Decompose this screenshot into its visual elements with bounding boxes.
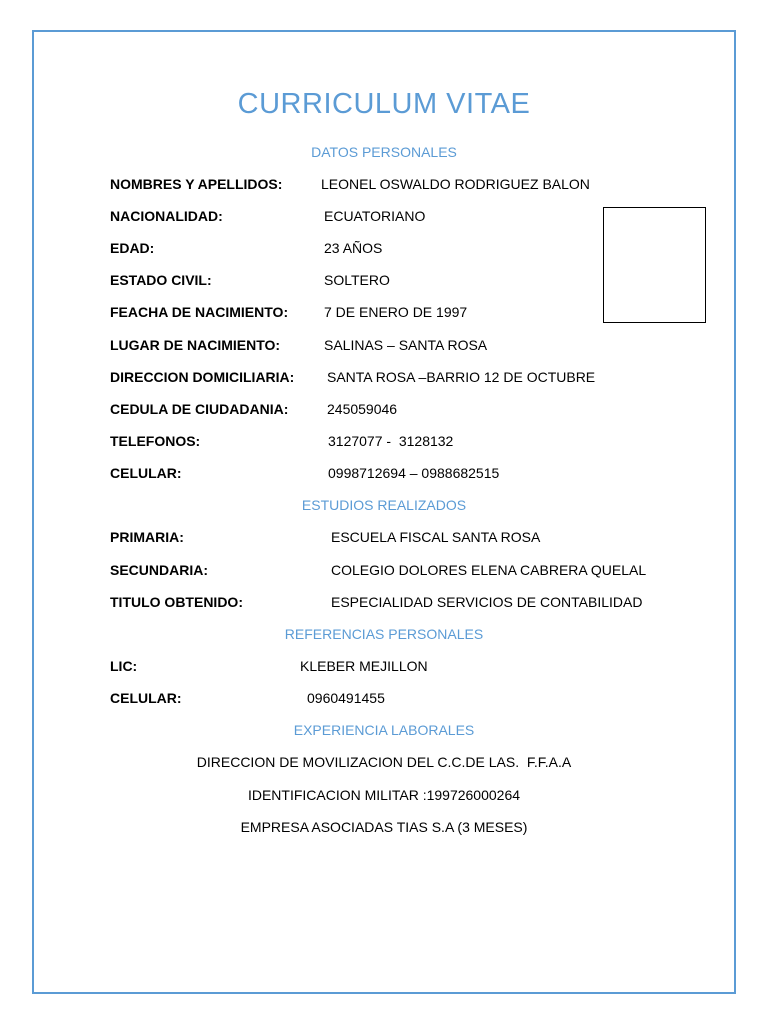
value-birth-place: SALINAS – SANTA ROSA bbox=[324, 337, 488, 353]
label-birth-date: FEACHA DE NACIMIENTO: bbox=[110, 304, 289, 320]
label-nationality: NACIONALIDAD: bbox=[110, 208, 223, 224]
section-heading-personal: DATOS PERSONALES bbox=[311, 144, 457, 160]
value-reference-name: KLEBER MEJILLON bbox=[300, 658, 428, 674]
label-name: NOMBRES Y APELLIDOS: bbox=[110, 176, 283, 192]
label-secondary: SECUNDARIA: bbox=[110, 562, 208, 578]
value-nationality: ECUATORIANO bbox=[324, 208, 426, 224]
label-cellphone: CELULAR: bbox=[110, 465, 182, 481]
value-secondary: COLEGIO DOLORES ELENA CABRERA QUELAL bbox=[331, 562, 647, 578]
section-heading-references: REFERENCIAS PERSONALES bbox=[284, 626, 484, 642]
value-primary: ESCUELA FISCAL SANTA ROSA bbox=[331, 529, 541, 545]
label-id-card: CEDULA DE CIUDADANIA: bbox=[110, 401, 289, 417]
value-cellphone: 0998712694 – 0988682515 bbox=[328, 465, 500, 481]
value-id-card: 245059046 bbox=[327, 401, 398, 417]
experience-line-1: DIRECCION DE MOVILIZACION DEL C.C.DE LAS. F.F.A.A bbox=[196, 754, 572, 770]
value-civil-status: SOLTERO bbox=[324, 272, 390, 288]
value-degree: ESPECIALIDAD SERVICIOS DE CONTABILIDAD bbox=[331, 594, 643, 610]
value-birth-date: 7 DE ENERO DE 1997 bbox=[324, 304, 468, 320]
document-title: CURRICULUM VITAE bbox=[237, 88, 531, 120]
label-address: DIRECCION DOMICILIARIA: bbox=[110, 369, 295, 385]
value-address: SANTA ROSA –BARRIO 12 DE OCTUBRE bbox=[327, 369, 596, 385]
label-primary: PRIMARIA: bbox=[110, 529, 184, 545]
label-reference-title: LIC: bbox=[110, 658, 138, 674]
value-name: LEONEL OSWALDO RODRIGUEZ BALON bbox=[321, 176, 590, 192]
label-degree: TITULO OBTENIDO: bbox=[110, 594, 243, 610]
experience-line-3: EMPRESA ASOCIADAS TIAS S.A (3 MESES) bbox=[240, 819, 528, 835]
experience-line-2: IDENTIFICACION MILITAR :199726000264 bbox=[247, 787, 521, 803]
section-heading-experience: EXPERIENCIA LABORALES bbox=[293, 722, 475, 738]
label-phones: TELEFONOS: bbox=[110, 433, 201, 449]
value-phones: 3127077 - 3128132 bbox=[328, 433, 454, 449]
label-age: EDAD: bbox=[110, 240, 155, 256]
label-civil-status: ESTADO CIVIL: bbox=[110, 272, 212, 288]
label-reference-cell: CELULAR: bbox=[110, 690, 182, 706]
photo-placeholder bbox=[603, 207, 706, 323]
value-reference-cell: 0960491455 bbox=[307, 690, 385, 706]
section-heading-studies: ESTUDIOS REALIZADOS bbox=[301, 497, 467, 513]
value-age: 23 AÑOS bbox=[324, 240, 383, 256]
label-birth-place: LUGAR DE NACIMIENTO: bbox=[110, 337, 281, 353]
